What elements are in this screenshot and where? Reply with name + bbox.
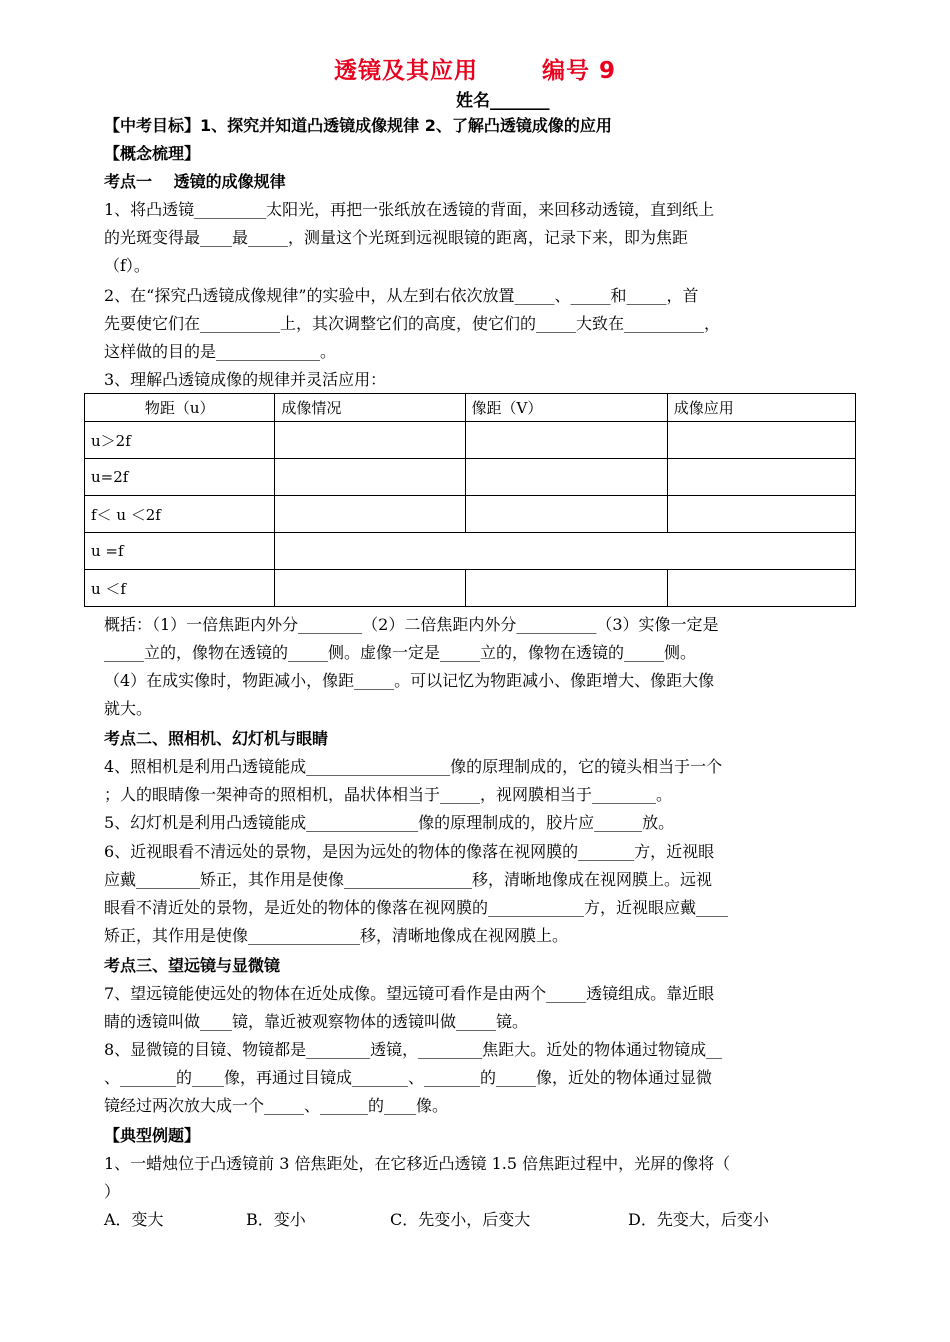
examples-heading: 【典型例题】 [104,1126,201,1145]
answer-cell [275,496,465,533]
answer-cell-merged [275,533,856,570]
question-6-line-1: 6、近视眼看不清远处的景物，是因为远处的物体的像落在视网膜的_______方，近视眼 [104,842,715,861]
exam-goal: 【中考目标】1、探究并知道凸透镜成像规律 2、了解凸透镜成像的应用 [104,116,612,135]
question-1-line-3: （f）。 [104,256,150,275]
answer-cell [465,570,667,607]
summary-line-1: 概括：（1）一倍焦距内外分________（2）二倍焦距内外分__________（3）实像一定是 [104,615,719,634]
question-4-line-1: 4、照相机是利用凸透镜能成__________________像的原理制成的，它的镜头相当于一个 [104,757,723,776]
concept-heading: 【概念梳理】 [104,144,201,163]
point1-heading: 考点一 透镜的成像规律 [104,172,286,191]
question-1-line-2: 的光斑变得最____最_____，测量这个光斑到远视眼镜的距离，记录下来，即为焦距 [104,228,689,247]
answer-cell [667,459,855,496]
header-image-distance: 像距（V） [465,394,667,422]
question-2-line-2: 先要使它们在__________上，其次调整它们的高度，使它们的_____大致在__________， [104,314,721,333]
question-6-line-3: 眼看不清近处的景物，是近处的物体的像落在视网膜的____________方，近视眼应戴____ [104,898,729,917]
table-header-row [85,394,856,422]
question-8-line-1: 8、显微镜的目镜、物镜都是________透镜，________焦距大。近处的物体通过物镜成__ [104,1040,723,1059]
point2-heading: 考点二、照相机、幻灯机与眼睛 [104,729,329,748]
question-4-line-2: ；人的眼睛像一架神奇的照相机，晶状体相当于_____，视网膜相当于________。 [104,785,673,804]
question-7-line-2: 睛的透镜叫做____镜，靠近被观察物体的透镜叫做_____镜。 [104,1012,529,1031]
summary-line-2: _____立的，像物在透镜的_____侧。虚像一定是_____立的，像物在透镜的_____侧。 [104,643,697,662]
question-1-line-1: 1、将凸透镜_________太阳光，再把一张纸放在透镜的背面，来回移动透镜，直到纸上 [104,200,715,219]
row-condition: u=2f [85,459,275,496]
example-1-line-2: ） [104,1182,121,1201]
question-2-line-3: 这样做的目的是_____________。 [104,342,337,361]
header-object-distance: 物距（u） [85,394,275,422]
question-3: 3、理解凸透镜成像的规律并灵活应用： [104,370,387,389]
name-field-label: 姓名_______ [456,91,550,111]
table-row [85,496,856,533]
lens-imaging-table [84,393,856,607]
answer-cell [275,570,465,607]
question-7-line-1: 7、望远镜能使远处的物体在近处成像。望远镜可看作是由两个_____透镜组成。靠近眼 [104,984,715,1003]
answer-cell [465,496,667,533]
option-a: A．变大 [104,1210,164,1229]
answer-cell [667,496,855,533]
option-b: B．变小 [246,1210,306,1229]
table-row [85,570,856,607]
example-1-line-1: 1、一蜡烛位于凸透镜前 3 倍焦距处，在它移近凸透镜 1.5 倍焦距过程中，光屏的像将（ [104,1154,731,1173]
option-c: C．先变小，后变大 [390,1210,531,1229]
title-number: 编号 9 [541,58,616,84]
point3-heading: 考点三、望远镜与显微镜 [104,956,281,975]
question-8-line-3: 镜经过两次放大成一个_____、______的____像。 [104,1096,449,1115]
answer-cell [275,459,465,496]
question-6-line-4: 矫正，其作用是使像______________移，清晰地像成在视网膜上。 [104,926,569,945]
answer-cell [465,459,667,496]
question-6-line-2: 应戴________矫正，其作用是使像________________移，清晰地像成在视网膜上。远视 [104,870,713,889]
header-application: 成像应用 [667,394,855,422]
table-row [85,459,856,496]
table-row [85,422,856,459]
title-topic: 透镜及其应用 [333,58,478,84]
table-row [85,533,856,570]
worksheet-title [0,52,950,85]
row-condition: f＜ u ＜2f [85,496,275,533]
answer-cell [667,422,855,459]
summary-line-3: （4）在成实像时，物距减小，像距_____。可以记忆为物距减小、像距增大、像距大像 [104,671,715,690]
row-condition: u =f [85,533,275,570]
question-5: 5、幻灯机是利用凸透镜能成______________像的原理制成的，胶片应______放。 [104,813,675,832]
question-8-line-2: 、_______的____像，再通过目镜成_______、_______的_____像，近处的物体通过显微 [104,1068,713,1087]
answer-cell [667,570,855,607]
option-d: D．先变大，后变小 [628,1210,769,1229]
question-2-line-1: 2、在“探究凸透镜成像规律”的实验中，从左到右依次放置_____、_____和_____，首 [104,286,699,305]
answer-cell [465,422,667,459]
row-condition: u＞2f [85,422,275,459]
header-image-nature: 成像情况 [275,394,465,422]
summary-line-4: 就大。 [104,699,153,718]
row-condition: u ＜f [85,570,275,607]
answer-cell [275,422,465,459]
